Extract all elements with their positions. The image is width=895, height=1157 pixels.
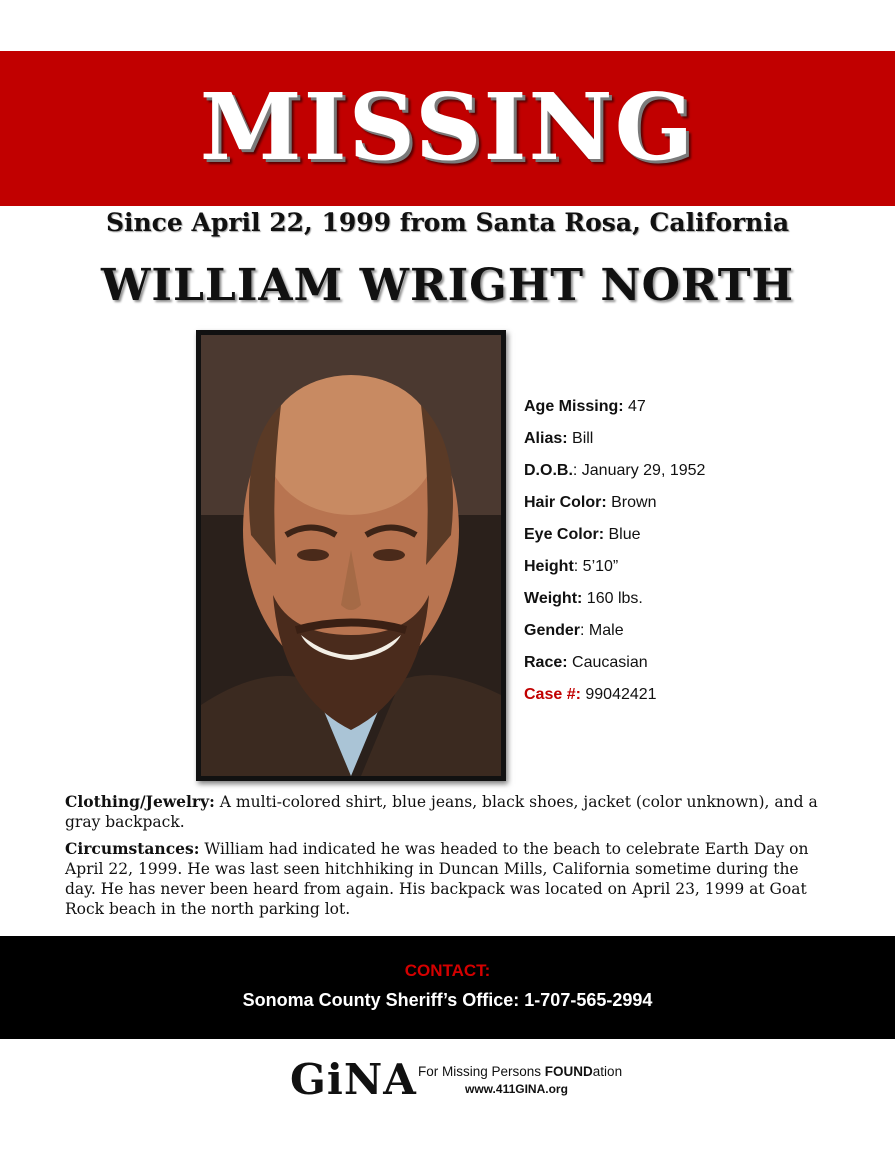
detail-hair-color bbox=[524, 492, 884, 524]
contact-phone-text: Sonoma County Sheriff’s Office: 1-707-565-2994 bbox=[242, 990, 653, 1010]
clothing-text: A multi-colored shirt, blue jeans, black shoes, jacket (color unknown), and a gray backpack. bbox=[65, 793, 818, 831]
person-photo bbox=[196, 330, 506, 781]
detail-weight bbox=[524, 588, 884, 620]
detail-value: 160 lbs. bbox=[582, 590, 643, 607]
clothing-paragraph bbox=[65, 792, 825, 832]
gina-tagline-prefix: For Missing Persons bbox=[418, 1064, 545, 1079]
detail-value: : January 29, 1952 bbox=[572, 462, 706, 479]
detail-label: Height bbox=[524, 558, 574, 575]
detail-label: Alias: bbox=[524, 430, 568, 447]
details-list bbox=[524, 396, 884, 716]
missing-since-line: Since April 22, 1999 from Santa Rosa, California bbox=[105, 208, 790, 237]
detail-label: D.O.B. bbox=[524, 462, 573, 479]
clothing-label: Clothing/Jewelry: bbox=[65, 792, 215, 811]
missing-title: MISSING bbox=[199, 72, 696, 181]
detail-value: 99042421 bbox=[580, 686, 657, 703]
circumstances-text: William had indicated he was headed to the beach to celebrate Earth Day on April 22, 1999. He was last seen hitchhiking in Duncan Mills, California sometime during the day. He has never been heard from again. His backpack was located on April 23, 1999 at Goat Rock beach in the north parking lot. bbox=[65, 840, 809, 918]
gina-tagline-suffix: ation bbox=[592, 1064, 623, 1079]
gina-tagline-strong: FOUND bbox=[544, 1064, 593, 1079]
detail-age-missing bbox=[524, 396, 884, 428]
detail-value: 47 bbox=[623, 398, 646, 415]
detail-label: Weight: bbox=[524, 590, 583, 607]
contact-label: CONTACT: bbox=[404, 961, 491, 980]
detail-label: Hair Color: bbox=[524, 494, 607, 511]
detail-case-number bbox=[524, 684, 884, 716]
detail-gender bbox=[524, 620, 884, 652]
circumstances-label: Circumstances: bbox=[65, 839, 200, 858]
gina-tagline bbox=[418, 1064, 622, 1079]
circumstances-paragraph bbox=[65, 839, 825, 919]
person-name: WILLIAM WRIGHT NORTH bbox=[100, 260, 795, 311]
detail-height bbox=[524, 556, 884, 588]
gina-url: www.411GINA.org bbox=[465, 1082, 568, 1096]
detail-value: Blue bbox=[604, 526, 641, 543]
gina-logo bbox=[290, 1055, 630, 1105]
detail-dob bbox=[524, 460, 884, 492]
detail-value: : Male bbox=[580, 622, 624, 639]
detail-label: Case #: bbox=[524, 686, 581, 703]
detail-label: Gender bbox=[524, 622, 581, 639]
detail-race bbox=[524, 652, 884, 684]
detail-label: Eye Color: bbox=[524, 526, 605, 543]
detail-value: : 5’10” bbox=[573, 558, 619, 575]
detail-value: Brown bbox=[606, 494, 657, 511]
missing-banner bbox=[0, 51, 895, 206]
detail-alias bbox=[524, 428, 884, 460]
contact-bar bbox=[0, 936, 895, 1039]
detail-label: Race: bbox=[524, 654, 568, 671]
gina-logo-mark: GiNA bbox=[290, 1055, 417, 1104]
detail-label: Age Missing: bbox=[524, 398, 624, 415]
detail-value: Caucasian bbox=[567, 654, 648, 671]
detail-value: Bill bbox=[567, 430, 594, 447]
detail-eye-color bbox=[524, 524, 884, 556]
